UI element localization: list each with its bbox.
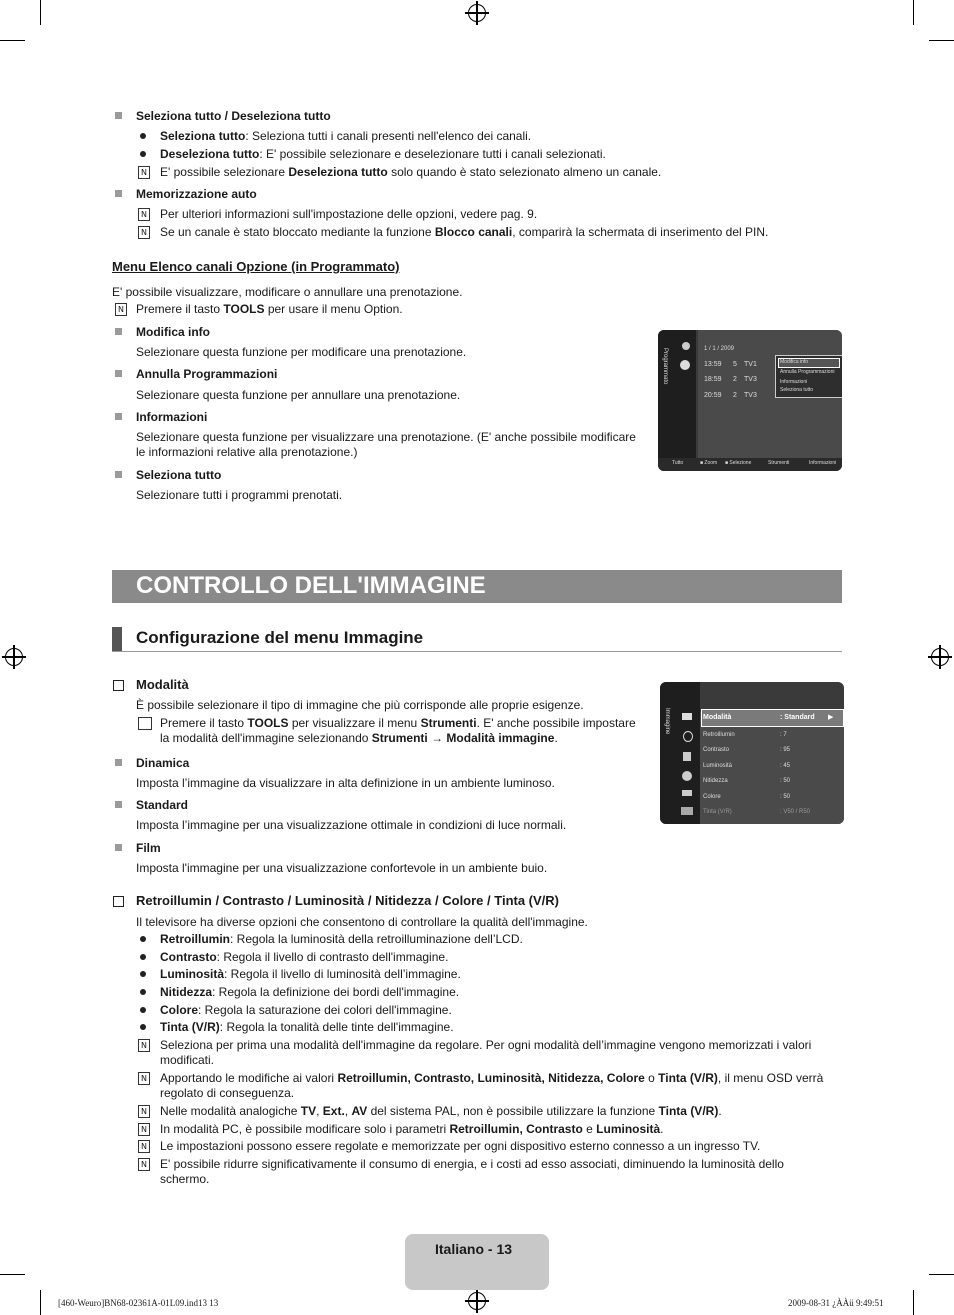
footer-label: ■ Selezione <box>725 460 752 466</box>
crop-mark <box>40 1290 41 1315</box>
item-text: Selezionare questa funzione per modificare una prenotazione. <box>136 345 467 359</box>
item-text: Imposta l’immagine da visualizzare in alta definizione in un ambiente luminoso. <box>136 776 555 790</box>
note-text: modificati. <box>160 1053 215 1067</box>
divider <box>112 651 842 652</box>
crop-mark <box>929 1274 954 1275</box>
subsection-title: Menu Elenco canali Opzione (in Programmato) <box>112 259 400 274</box>
note-text: Nelle modalità analogiche TV, Ext., AV del sistema PAL, non è possibile utilizzare la funzione Tinta (V/R). <box>160 1104 722 1118</box>
topic-heading: Modalità <box>136 677 189 692</box>
item-heading: Seleziona tutto <box>136 468 222 482</box>
item-heading: Modifica info <box>136 325 210 339</box>
square-bullet-icon <box>115 190 122 197</box>
bullet-text: Retroillumin: Regola la luminosità della retroilluminazione dell’LCD. <box>160 932 523 946</box>
topic-heading: Retroillumin / Contrasto / Luminosità / Nitidezza / Colore / Tinta (V/R) <box>136 893 560 908</box>
tv-screenshot-immagine <box>660 682 844 824</box>
square-bullet-icon <box>115 413 122 420</box>
item-heading: Informazioni <box>136 410 208 424</box>
row-ch: 2 <box>733 392 737 399</box>
registration-mark-icon <box>468 1292 486 1310</box>
row-name: TV3 <box>744 376 757 383</box>
setting-value[interactable]: : Standard <box>780 714 815 721</box>
note-text: Se un canale è stato bloccato mediante la funzione Blocco canali, comparirà la schermata di inserimento del PIN. <box>160 225 769 239</box>
square-bullet-icon <box>115 370 122 377</box>
row-time: 13:59 <box>704 361 722 368</box>
note-icon: N <box>138 1105 150 1118</box>
note-text: Premere il tasto TOOLS per visualizzare il menu Strumenti. E' anche possibile impostare <box>160 716 636 730</box>
note-icon: N <box>138 166 150 179</box>
setting-value: : 45 <box>780 763 791 769</box>
section-heading: Seleziona tutto / Deseleziona tutto <box>136 109 331 123</box>
item-text: le informazioni relative alla prenotazione.) <box>136 445 358 459</box>
bullet-text: Seleziona tutto: Seleziona tutti i canali presenti nell'elenco dei canali. <box>160 129 532 143</box>
paragraph: E' possibile visualizzare, modificare o annullare una prenotazione. <box>112 285 463 299</box>
side-label: Immagine <box>664 708 670 735</box>
setting-label[interactable]: Retroillumin <box>703 732 735 738</box>
setting-value: : 7 <box>780 732 787 738</box>
paragraph: È possibile selezionare il tipo di immagine che più corrisponde alle proprie esigenze. <box>136 698 584 712</box>
item-text: Imposta l’immagine per una visualizzazione ottimale in condizioni di luce normali. <box>136 818 567 832</box>
setting-value: : 95 <box>780 747 791 753</box>
menu-item[interactable]: Annulla Programmazioni <box>780 369 835 375</box>
note-text: E' possibile selezionare Deseleziona tutto solo quando è stato selezionato almeno un canale. <box>160 165 662 179</box>
note-icon: N <box>138 208 150 221</box>
setting-value: : 50 <box>780 778 791 784</box>
row-name: TV1 <box>744 361 757 368</box>
note-text: In modalità PC, è possibile modificare solo i parametri Retroillumin, Contrasto e Luminosità. <box>160 1122 664 1136</box>
note-text: Per ulteriori informazioni sull'impostazione delle opzioni, vedere pag. 9. <box>160 207 538 221</box>
tv-screenshot-programmato <box>658 330 842 471</box>
square-bullet-icon <box>115 759 122 766</box>
channel-icon <box>683 752 691 761</box>
menu-item[interactable]: Seleziona tutto <box>780 387 814 393</box>
note-text: Seleziona per prima una modalità dell'immagine da regolare. Per ogni modalità dell’immagine vengono memorizzati i valori <box>160 1038 812 1052</box>
setting-label[interactable]: Tinta (V/R) <box>703 809 732 815</box>
section-title: Configurazione del menu Immagine <box>136 628 424 647</box>
note-text: Le impostazioni possono essere regolate e memorizzate per ogni dispositivo esterno connesso a un ingresso TV. <box>160 1139 761 1153</box>
note-text: regolato di conseguenza. <box>160 1086 295 1100</box>
item-text: Selezionare questa funzione per annullare una prenotazione. <box>136 388 461 402</box>
registration-mark-icon <box>468 4 486 22</box>
registration-mark-icon <box>5 648 23 666</box>
print-info-left: [460-Weuro]BN68-02361A-01L09.ind13 13 <box>58 1298 219 1308</box>
chapter-title: CONTROLLO DELL'IMMAGINE <box>136 572 486 599</box>
setting-label[interactable]: Colore <box>703 794 721 800</box>
row-time: 18:59 <box>704 376 722 383</box>
registration-mark-icon <box>931 648 949 666</box>
note-icon: N <box>138 1140 150 1153</box>
bullet-icon <box>140 989 146 995</box>
setting-value: : 50 <box>780 794 791 800</box>
sound-icon <box>683 731 693 742</box>
setting-label[interactable]: Modalità <box>703 714 732 721</box>
note-icon: N <box>138 1158 150 1171</box>
note-icon: N <box>138 1072 150 1085</box>
row-time: 20:59 <box>704 392 722 399</box>
menu-item[interactable]: Informazioni <box>780 379 808 385</box>
crop-mark <box>0 1274 25 1275</box>
item-heading: Dinamica <box>136 756 190 770</box>
clock-icon <box>680 360 690 370</box>
bullet-icon <box>140 1024 146 1030</box>
footer-label: ■ Zoom <box>700 460 718 466</box>
page-number: Italiano - 13 <box>435 1241 513 1257</box>
note-text: Apportando le modifiche ai valori Retroillumin, Contrasto, Luminosità, Nitidezza, Colore o Tinta (V/R), il menu OSD verrà <box>160 1071 824 1085</box>
square-bullet-icon <box>115 112 122 119</box>
section-marker <box>112 627 122 651</box>
square-bullet-icon <box>115 844 122 851</box>
note-text: schermo. <box>160 1172 210 1186</box>
bullet-icon <box>140 1007 146 1013</box>
bullet-text: Tinta (V/R): Regola la tonalità delle tinte dell'immagine. <box>160 1020 454 1034</box>
paragraph: Il televisore ha diverse opzioni che consentono di controllare la qualità dell'immagine. <box>136 915 588 929</box>
menu-item[interactable]: Modifica info <box>780 359 809 365</box>
note-icon: N <box>138 1123 150 1136</box>
crop-mark <box>913 1290 914 1315</box>
bullet-text: Luminosità: Regola il livello di luminosità dell’immagine. <box>160 967 461 981</box>
note-text: la modalità dell'immagine selezionando Strumenti → Modalità immagine. <box>160 731 558 745</box>
bullet-icon <box>140 954 146 960</box>
bullet-text: Colore: Regola la saturazione dei colori dell'immagine. <box>160 1003 452 1017</box>
item-heading: Standard <box>136 798 189 812</box>
bullet-text: Deseleziona tutto: E' possibile selezionare e deselezionare tutti i canali selezionati. <box>160 147 606 161</box>
note-text: Premere il tasto TOOLS per usare il menu Option. <box>136 302 403 316</box>
crop-mark <box>913 0 914 25</box>
item-heading: Annulla Programmazioni <box>136 367 278 381</box>
note-icon: N <box>138 226 150 239</box>
setup-icon <box>682 771 692 781</box>
bullet-icon <box>140 971 146 977</box>
bullet-icon <box>140 133 146 139</box>
item-text: Selezionare tutti i programmi prenotati. <box>136 488 343 502</box>
tools-note-icon <box>138 717 152 730</box>
crop-mark <box>929 40 954 41</box>
row-name: TV3 <box>744 392 757 399</box>
print-info-right: 2009-08-31 ¿ÀÀü 9:49:51 <box>788 1298 884 1308</box>
option-menu <box>775 355 842 398</box>
setting-label[interactable]: Luminosità <box>703 763 733 769</box>
chapter-banner <box>112 570 842 603</box>
square-bullet-icon <box>115 328 122 335</box>
bullet-text: Contrasto: Regola il livello di contrasto dell'immagine. <box>160 950 449 964</box>
crop-mark <box>0 40 25 41</box>
checkbox-icon <box>113 680 124 691</box>
page-number-box <box>405 1234 549 1290</box>
setting-label[interactable]: Nitidezza <box>703 778 728 784</box>
side-label: Programmato <box>662 348 668 385</box>
arrow-right-icon: ▶ <box>828 714 834 721</box>
row-ch: 5 <box>733 361 737 368</box>
checkbox-icon <box>113 896 124 907</box>
row-ch: 2 <box>733 376 737 383</box>
footer-label: Informazioni <box>809 460 837 466</box>
picture-icon <box>682 713 692 720</box>
item-text: Selezionare questa funzione per visualizzare una prenotazione. (E' anche possibile modificare <box>136 430 636 444</box>
bullet-icon <box>140 151 146 157</box>
item-text: Imposta l'immagine per una visualizzazione confortevole in un ambiente buio. <box>136 861 548 875</box>
crop-mark <box>40 0 41 25</box>
square-bullet-icon <box>115 471 122 478</box>
setting-label[interactable]: Contrasto <box>703 747 730 753</box>
section-heading: Memorizzazione auto <box>136 187 257 201</box>
footer-label: Strumenti <box>768 460 790 466</box>
note-icon: N <box>115 303 127 316</box>
input-icon <box>682 790 692 796</box>
setting-value: : V50 / R50 <box>780 809 811 815</box>
support-icon <box>681 807 693 815</box>
bullet-text: Nitidezza: Regola la definizione dei bordi dell'immagine. <box>160 985 460 999</box>
square-bullet-icon <box>115 801 122 808</box>
item-heading: Film <box>136 841 161 855</box>
footer-label: Tutto <box>672 460 684 466</box>
note-icon: N <box>138 1039 150 1052</box>
bullet-icon <box>140 936 146 942</box>
note-text: E' possibile ridurre significativamente il consumo di energia, e i costi ad esso associati, diminuendo la luminosità dello <box>160 1157 784 1171</box>
heart-icon <box>682 342 690 350</box>
date: 1 / 1 / 2009 <box>704 346 735 352</box>
